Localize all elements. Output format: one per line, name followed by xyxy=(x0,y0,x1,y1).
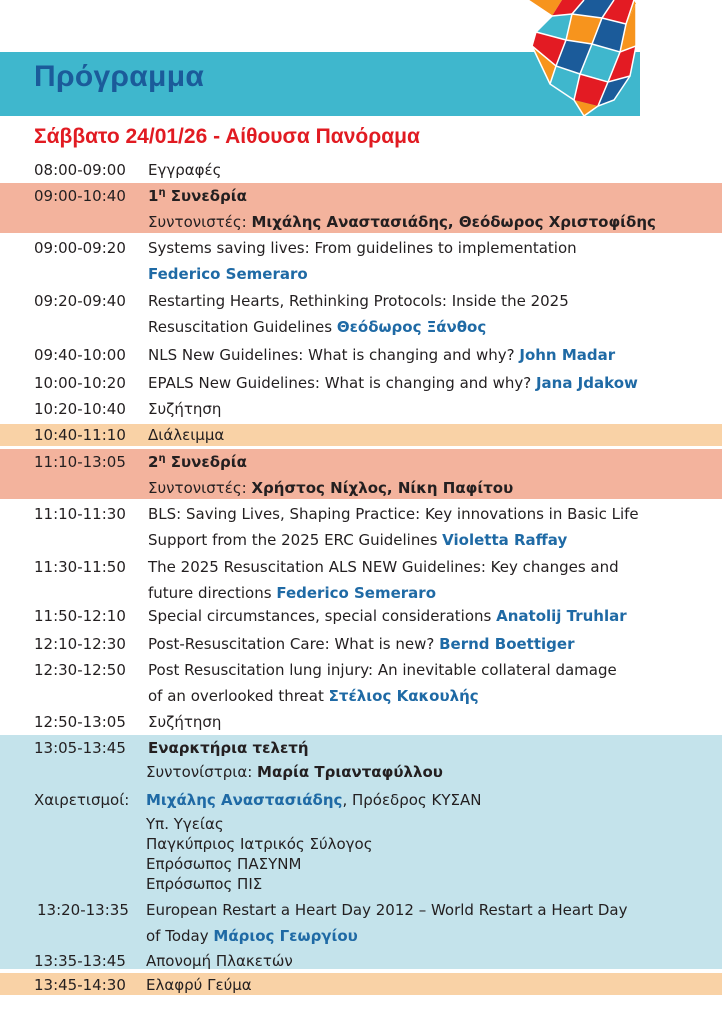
talk-title: Systems saving lives: From guidelines to implementation xyxy=(148,239,577,257)
talk-speaker: Στέλιος Κακουλής xyxy=(328,687,479,705)
ceremony-moderator: Συντονίστρια: Μαρία Τριανταφύλλου xyxy=(146,763,443,781)
talk-time: 11:30-11:50 xyxy=(34,558,126,576)
talk-speaker: John Madar xyxy=(519,346,616,364)
talk-time: 09:00-09:20 xyxy=(34,239,126,257)
talk-title: EPALS New Guidelines: What is changing and why? Jana Jdakow xyxy=(148,374,638,392)
talk-title: NLS New Guidelines: What is changing and why? John Madar xyxy=(148,346,616,364)
talk-speaker: Jana Jdakow xyxy=(535,374,638,392)
ceremony-title: Εναρκτήρια τελετή xyxy=(148,739,309,757)
talk-time: 12:30-12:50 xyxy=(34,661,126,679)
talk-title-cont: Resuscitation Guidelines Θεόδωρος Ξάνθος xyxy=(148,318,487,336)
talk-title: The 2025 Resuscitation ALS NEW Guidelines: Key changes and xyxy=(148,558,619,576)
talk-time: 09:40-10:00 xyxy=(34,346,126,364)
talk-title: Restarting Hearts, Rethinking Protocols: Inside the 2025 xyxy=(148,292,569,310)
page-title: Πρόγραμμα xyxy=(34,60,205,93)
plaques-time: 13:35-13:45 xyxy=(34,952,126,970)
registration-label: Εγγραφές xyxy=(148,161,222,179)
talk-title: BLS: Saving Lives, Shaping Practice: Key innovations in Basic Life xyxy=(148,505,639,523)
talk-time: 09:20-09:40 xyxy=(34,292,126,310)
lunch-label: Ελαφρύ Γεύμα xyxy=(146,976,252,994)
session-2-title: $2^\eta$ Συνεδρία xyxy=(148,453,247,471)
talk-time: 13:20-13:35 xyxy=(37,901,129,919)
talk-speaker: Federico Semeraro xyxy=(148,265,308,283)
greetings-item: Υπ. Υγείας xyxy=(146,815,224,833)
discussion-label: Συζήτηση xyxy=(148,713,222,731)
talk-title: European Restart a Heart Day 2012 – World Restart a Heart Day xyxy=(146,901,628,919)
day-heading: Σάββατο 24/01/26 - Αίθουσα Πανόραμα xyxy=(34,125,420,148)
talk-speaker: Anatolij Truhlar xyxy=(496,607,627,625)
talk-title: Post-Resuscitation Care: What is new? Bernd Boettiger xyxy=(148,635,575,653)
greetings-speaker: Μιχάλης Αναστασιάδης xyxy=(146,791,343,809)
plaques-label: Απονομή Πλακετών xyxy=(146,952,293,970)
session-1-moderators: Συντονιστές: Μιχάλης Αναστασιάδης, Θεόδωρος Χριστοφίδης xyxy=(148,213,656,231)
talk-title: Special circumstances, special considerations Anatolij Truhlar xyxy=(148,607,627,625)
greetings-item: Επρόσωπος ΠΙΣ xyxy=(146,875,263,893)
talk-speaker: Bernd Boettiger xyxy=(439,635,575,653)
talk-speaker: Federico Semeraro xyxy=(276,584,437,602)
lunch-time: 13:45-14:30 xyxy=(34,976,126,994)
talk-speaker: Μάριος Γεωργίου xyxy=(213,927,358,945)
talk-title-cont: Support from the 2025 ERC Guidelines Violetta Raffay xyxy=(148,531,568,549)
greetings-item: Επρόσωπος ΠΑΣΥΝΜ xyxy=(146,855,302,873)
talk-time: 11:10-11:30 xyxy=(34,505,126,523)
talk-time: 10:00-10:20 xyxy=(34,374,126,392)
talk-title-cont: future directions Federico Semeraro xyxy=(148,584,437,602)
discussion-time: 10:20-10:40 xyxy=(34,400,126,418)
talk-speaker: Violetta Raffay xyxy=(442,531,568,549)
talk-title-cont: of Today Μάριος Γεωργίου xyxy=(146,927,358,945)
talk-title-cont: of an overlooked threat Στέλιος Κακουλής xyxy=(148,687,479,705)
session-2-time: 11:10-13:05 xyxy=(34,453,126,471)
heart-logo-icon xyxy=(522,0,646,118)
greetings-first: Μιχάλης Αναστασιάδης, Πρόεδρος ΚΥΣΑΝ xyxy=(146,791,482,809)
break-label: Διάλειμμα xyxy=(148,426,225,444)
discussion-time: 12:50-13:05 xyxy=(34,713,126,731)
talk-title: Post Resuscitation lung injury: An inevitable collateral damage xyxy=(148,661,617,679)
session-2-moderators: Συντονιστές: Χρήστος Νίχλος, Νίκη Παφίτου xyxy=(148,479,514,497)
ceremony-time: 13:05-13:45 xyxy=(34,739,126,757)
talk-speaker: Θεόδωρος Ξάνθος xyxy=(336,318,487,336)
session-1-time: 09:00-10:40 xyxy=(34,187,126,205)
greetings-item: Παγκύπριος Ιατρικός Σύλογος xyxy=(146,835,373,853)
talk-time: 11:50-12:10 xyxy=(34,607,126,625)
greetings-label: Χαιρετισμοί: xyxy=(34,791,130,809)
registration-time: 08:00-09:00 xyxy=(34,161,126,179)
session-1-title: $1^\eta$ Συνεδρία xyxy=(148,187,247,205)
discussion-label: Συζήτηση xyxy=(148,400,222,418)
break-time: 10:40-11:10 xyxy=(34,426,126,444)
talk-time: 12:10-12:30 xyxy=(34,635,126,653)
